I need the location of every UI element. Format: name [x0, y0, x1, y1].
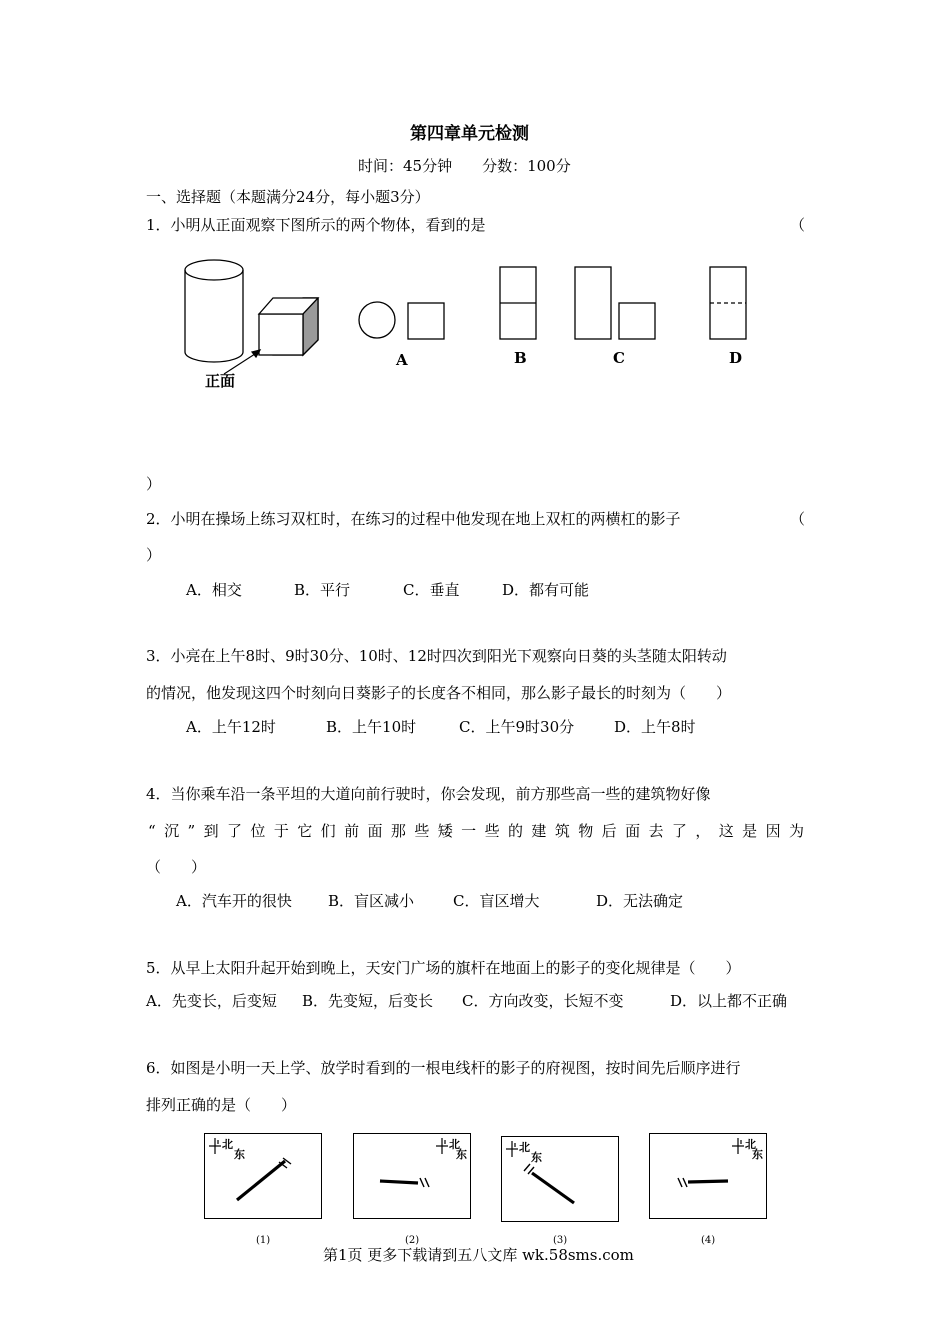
question-2-paren-open: （ [790, 510, 806, 528]
question-2-option-d: D．都有可能 [502, 581, 590, 599]
cube-shape [259, 298, 318, 355]
question-4-option-d: D．无法确定 [596, 892, 684, 910]
question-1-figure [180, 256, 780, 396]
compass-north-3: 北 [519, 1141, 530, 1154]
cylinder-shape [185, 260, 243, 362]
shadow-caption-4: (4) [701, 1235, 716, 1246]
question-2-option-a: A．相交 [186, 581, 242, 599]
shadow-caption-2: (2) [405, 1235, 420, 1246]
option-b-label: B [514, 349, 527, 367]
question-4-option-c: C．盲区增大 [453, 892, 540, 910]
compass-north-2: 北 [449, 1138, 460, 1151]
question-5-option-a: A．先变长，后变短 [146, 992, 277, 1010]
question-4-option-a: A．汽车开的很快 [176, 892, 292, 910]
page-footer: 第1页 更多下载请到五八文库 wk.58sms.com [323, 1246, 634, 1264]
question-2-option-c: C．垂直 [403, 581, 460, 599]
question-2-paren-close: ） [146, 546, 162, 564]
exam-meta: 时间：45分钟 分数：100分 [358, 157, 571, 175]
section-heading: 一、选择题（本题满分24分，每小题3分） [146, 188, 430, 206]
question-6-stem-line2: 排列正确的是（ ） [146, 1096, 297, 1114]
shadow-caption-3: (3) [553, 1235, 568, 1246]
compass-east-4: 东 [752, 1148, 763, 1161]
shadow-figure-2 [353, 1133, 471, 1219]
question-5-option-c: C．方向改变，长短不变 [462, 992, 624, 1010]
question-4-stem-line3: （ ） [146, 858, 207, 876]
shadow-caption-1: (1) [256, 1235, 271, 1246]
option-d-label: D [729, 349, 743, 367]
question-3-option-d: D．上午8时 [614, 718, 696, 736]
front-label: 正面 [205, 372, 236, 390]
compass-north-4: 北 [745, 1138, 756, 1151]
question-5-stem: 5．从早上太阳升起开始到晚上，天安门广场的旗杆在地面上的影子的变化规律是（ ） [146, 959, 741, 977]
option-c-figure [575, 267, 655, 339]
question-2-stem: 2．小明在操场上练习双杠时，在练习的过程中他发现在地上双杠的两横杠的影子 [146, 510, 681, 528]
question-3-stem-line2: 的情况，他发现这四个时刻向日葵影子的长度各不相同，那么影子最长的时刻为（ ） [146, 684, 732, 702]
question-3-option-b: B．上午10时 [326, 718, 417, 736]
compass-east-3: 东 [531, 1151, 542, 1164]
option-a-label: A [396, 351, 408, 369]
question-3-option-a: A．上午12时 [186, 718, 276, 736]
compass-north-1: 北 [222, 1138, 233, 1151]
question-1-paren-open: （ [790, 216, 806, 234]
option-c-label: C [613, 349, 625, 367]
option-b-figure [500, 267, 536, 339]
question-1-paren-close: ） [146, 475, 162, 493]
option-a-figure [359, 302, 444, 339]
compass-east-2: 东 [456, 1148, 467, 1161]
question-1-stem: 1．小明从正面观察下图所示的两个物体，看到的是 [146, 216, 486, 234]
question-3-option-c: C．上午9时30分 [459, 718, 575, 736]
question-4-option-b: B．盲区减小 [328, 892, 415, 910]
question-5-option-b: B．先变短，后变长 [302, 992, 434, 1010]
question-3-stem-line1: 3．小亮在上午8时、9时30分、10时、12时四次到阳光下观察向日葵的头茎随太阳转动 [146, 647, 727, 665]
option-d-figure [710, 267, 746, 339]
question-4-stem-line2: “沉”到了位于它们前面那些矮一些的建筑物后面去了，这是因为 [148, 822, 804, 840]
shadow-figure-3 [501, 1136, 619, 1222]
shadow-figure-1 [204, 1133, 322, 1219]
shadow-figure-4 [649, 1133, 767, 1219]
question-2-option-b: B．平行 [294, 581, 351, 599]
compass-east-1: 东 [234, 1148, 245, 1161]
question-5-option-d: D．以上都不正确 [670, 992, 788, 1010]
question-4-stem-line1: 4．当你乘车沿一条平坦的大道向前行驶时，你会发现，前方那些高一些的建筑物好像 [146, 785, 711, 803]
page-title: 第四章单元检测 [410, 124, 529, 144]
question-6-stem-line1: 6．如图是小明一天上学、放学时看到的一根电线杆的影子的府视图，按时间先后顺序进行 [146, 1059, 741, 1077]
